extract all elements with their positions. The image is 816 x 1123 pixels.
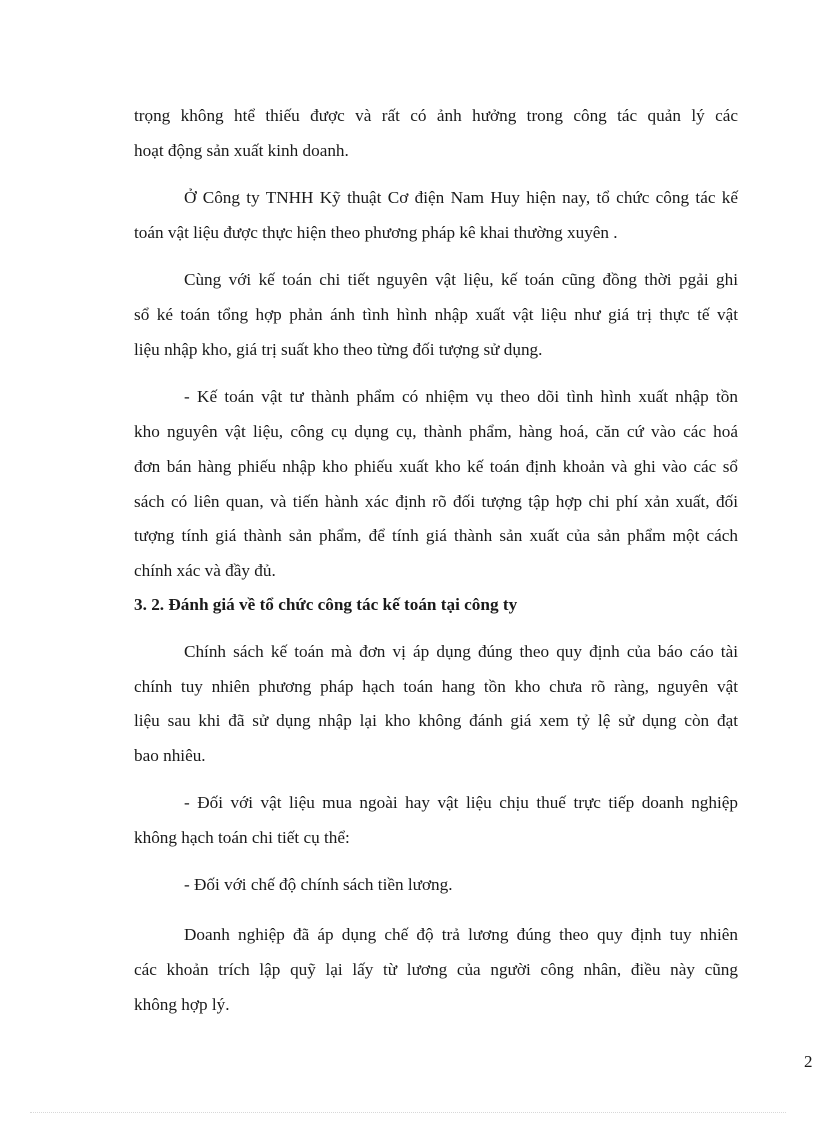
text-line: - Kế toán vật tư thành phẩm có nhiệm vụ theo dõi tình hình xuất nhập tồn bbox=[184, 387, 738, 406]
text-line: - Đối với vật liệu mua ngoài hay vật liệu chịu thuế trực tiếp doanh nghiệp bbox=[184, 793, 738, 812]
text-line: tượng tính giá thành sản phẩm, để tính giá thành sản xuất của sản phẩm một cách bbox=[134, 526, 738, 545]
text-line: chính tuy nhiên phương pháp hạch toán hang tồn kho chưa rõ ràng, nguyên vật bbox=[134, 677, 738, 696]
text-line: liệu nhập kho, giá trị suất kho theo từng đối tượng sử dụng. bbox=[134, 340, 543, 359]
text-line: đơn bán hàng phiếu nhập kho phiếu xuất kho kế toán định khoản và ghi vào các sổ bbox=[134, 457, 738, 476]
page-number: 2 bbox=[804, 1052, 813, 1071]
text-line: không hợp lý. bbox=[134, 995, 230, 1014]
text-line: liệu sau khi đã sử dụng nhập lại kho không đánh giá xem tỷ lệ sử dụng còn đạt bbox=[134, 711, 738, 730]
text-line: Doanh nghiệp đã áp dụng chế độ trả lương đúng theo quy định tuy nhiên bbox=[184, 925, 738, 944]
text-line: không hạch toán chi tiết cụ thể: bbox=[134, 828, 350, 847]
section-heading: 3. 2. Đánh giá về tổ chức công tác kế toán tại công ty bbox=[134, 595, 518, 614]
text-line: bao nhiêu. bbox=[134, 746, 206, 765]
text-line: hoạt động sản xuất kinh doanh. bbox=[134, 141, 349, 160]
text-line: trọng không htể thiếu được và rất có ảnh hưởng trong công tác quản lý các bbox=[134, 106, 738, 125]
text-line: sách có liên quan, và tiến hành xác định rõ đối tượng tập hợp chi phí xản xuất, đối bbox=[134, 492, 738, 511]
text-line: các khoản trích lập quỹ lại lấy từ lương của người công nhân, điều này cũng bbox=[134, 960, 738, 979]
text-line: Cùng với kế toán chi tiết nguyên vật liệu, kế toán cũng đồng thời pgải ghi bbox=[184, 270, 738, 289]
text-line: - Đối với chế độ chính sách tiền lương. bbox=[184, 875, 453, 894]
text-line: Chính sách kế toán mà đơn vị áp dụng đúng theo quy định của báo cáo tài bbox=[184, 642, 738, 661]
text-line: sổ ké toán tổng hợp phản ánh tình hình nhập xuất vật liệu như giá trị thực tế vật bbox=[134, 305, 738, 324]
text-line: chính xác và đầy đủ. bbox=[134, 561, 276, 580]
text-line: kho nguyên vật liệu, công cụ dụng cụ, thành phẩm, hàng hoá, căn cứ vào các hoá bbox=[134, 422, 738, 441]
page-bottom-divider bbox=[30, 1112, 786, 1113]
text-line: toán vật liệu được thực hiện theo phương pháp kê khai thường xuyên . bbox=[134, 223, 618, 242]
text-line: Ở Công ty TNHH Kỹ thuật Cơ điện Nam Huy hiện nay, tổ chức công tác kế bbox=[184, 188, 738, 207]
